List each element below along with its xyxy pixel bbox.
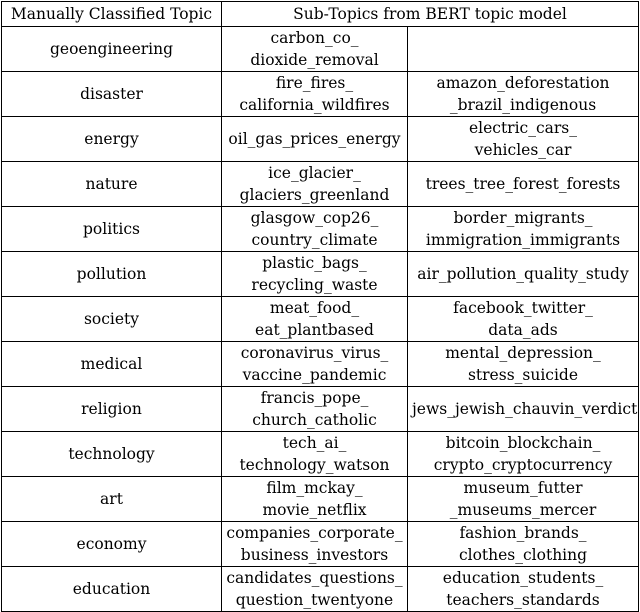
subtopic-line: oil_gas_prices_energy [228, 130, 401, 148]
table-row [2, 522, 639, 567]
manual-topic-cell: politics [2, 207, 222, 252]
subtopic-line: border_migrants_ [453, 209, 593, 227]
subtopic-cell-2 [408, 387, 639, 432]
table-row [2, 342, 639, 387]
subtopic-line: francis_pope_ [260, 389, 369, 407]
subtopic-line: california_wildfires [239, 96, 390, 114]
subtopic-line: _brazil_indigenous [449, 96, 597, 114]
subtopic-line: electric_cars_ [468, 119, 578, 137]
manual-topic-cell: medical [2, 342, 222, 387]
subtopic-line: coronavirus_virus_ [240, 344, 389, 362]
subtopic-line: teachers_standards [446, 591, 600, 609]
subtopic-cell-1 [222, 252, 408, 297]
subtopic-line: tech_ai_ [282, 434, 347, 452]
subtopic-cell-1 [222, 567, 408, 612]
subtopic-line: technology_watson [239, 456, 390, 474]
subtopic-cell-1 [222, 522, 408, 567]
manual-topic-cell: society [2, 297, 222, 342]
subtopic-cell-2 [408, 207, 639, 252]
subtopic-cell-2 [408, 27, 639, 72]
table-header-row [2, 2, 639, 27]
subtopic-line: facebook_twitter_ [453, 299, 593, 317]
subtopic-line: country_climate [251, 231, 378, 249]
subtopic-cell-1 [222, 207, 408, 252]
subtopic-line: vehicles_car [474, 141, 572, 159]
manual-topic-cell: art [2, 477, 222, 522]
subtopic-line: meat_food_ [269, 299, 360, 317]
manual-topic-cell: nature [2, 162, 222, 207]
subtopic-line: eat_plantbased [255, 321, 374, 339]
subtopic-line: film_mckay_ [266, 479, 363, 497]
table-row [2, 432, 639, 477]
manual-topic-cell: pollution [2, 252, 222, 297]
subtopic-cell-2 [408, 72, 639, 117]
subtopic-cell-1 [222, 297, 408, 342]
subtopic-line: dioxide_removal [250, 51, 379, 69]
subtopic-line: carbon_co_ [270, 29, 359, 47]
table-body [2, 27, 639, 612]
subtopic-cell-2 [408, 117, 639, 162]
subtopic-cell-1 [222, 117, 408, 162]
table-row [2, 567, 639, 612]
subtopic-line: glaciers_greenland [239, 186, 390, 204]
subtopic-cell-1 [222, 162, 408, 207]
subtopic-cell-2 [408, 162, 639, 207]
subtopic-line: immigration_immigrants [425, 231, 621, 249]
table-row [2, 477, 639, 522]
subtopic-line: fire_fires_ [275, 74, 354, 92]
topic-table [1, 1, 639, 612]
table-row [2, 117, 639, 162]
subtopic-line: companies_corporate_ [226, 524, 403, 542]
subtopic-cell-2 [408, 477, 639, 522]
subtopic-line: crypto_cryptocurrency [433, 456, 613, 474]
subtopic-cell-2 [408, 522, 639, 567]
subtopic-cell-1 [222, 72, 408, 117]
table-row [2, 387, 639, 432]
subtopic-line: church_catholic [252, 411, 377, 429]
manual-topic-cell: disaster [2, 72, 222, 117]
subtopic-cell-2 [408, 567, 639, 612]
table-row [2, 27, 639, 72]
subtopic-line: candidates_questions_ [226, 569, 403, 587]
subtopic-line: bitcoin_blockchain_ [445, 434, 601, 452]
subtopic-line: glasgow_cop26_ [250, 209, 379, 227]
subtopic-cell-1 [222, 477, 408, 522]
subtopic-line: stress_suicide [467, 366, 579, 384]
subtopic-cell-2 [408, 252, 639, 297]
manual-topic-cell: technology [2, 432, 222, 477]
subtopic-line: fashion_brands_ [459, 524, 587, 542]
table-row [2, 72, 639, 117]
subtopic-line: business_investors [240, 546, 389, 564]
header-manual-topic: Manually Classified Topic [2, 2, 222, 27]
subtopic-line: _museums_mercer [449, 501, 597, 519]
subtopic-line: education_students_ [442, 569, 604, 587]
subtopic-line: trees_tree_forest_forests [425, 175, 621, 193]
subtopic-line: clothes_clothing [458, 546, 588, 564]
subtopic-line: data_ads [488, 321, 558, 339]
subtopic-line: movie_netflix [262, 501, 367, 519]
subtopic-line: air_pollution_quality_study [417, 265, 629, 283]
subtopic-cell-1 [222, 27, 408, 72]
subtopic-cell-2 [408, 432, 639, 477]
subtopic-cell-2 [408, 297, 639, 342]
subtopic-line: recycling_waste [251, 276, 378, 294]
subtopic-cell-1 [222, 342, 408, 387]
manual-topic-cell: religion [2, 387, 222, 432]
subtopic-cell-2 [408, 342, 639, 387]
table-row [2, 252, 639, 297]
subtopic-cell-1 [222, 432, 408, 477]
table-row [2, 162, 639, 207]
subtopic-line: plastic_bags_ [262, 254, 367, 272]
table-row [2, 207, 639, 252]
table-row [2, 297, 639, 342]
manual-topic-cell: economy [2, 522, 222, 567]
subtopic-line: museum_futter [463, 479, 583, 497]
subtopic-line: question_twentyone [235, 591, 394, 609]
subtopic-cell-1 [222, 387, 408, 432]
subtopic-line: ice_glacier_ [268, 164, 361, 182]
subtopic-line: mental_depression_ [445, 344, 601, 362]
header-bert-subtopics: Sub-Topics from BERT topic model [222, 2, 639, 27]
manual-topic-cell: education [2, 567, 222, 612]
manual-topic-cell: geoengineering [2, 27, 222, 72]
subtopic-line: jews_jewish_chauvin_verdict [412, 400, 638, 418]
subtopic-line: amazon_deforestation [436, 74, 610, 92]
subtopic-line: vaccine_pandemic [242, 366, 387, 384]
manual-topic-cell: energy [2, 117, 222, 162]
